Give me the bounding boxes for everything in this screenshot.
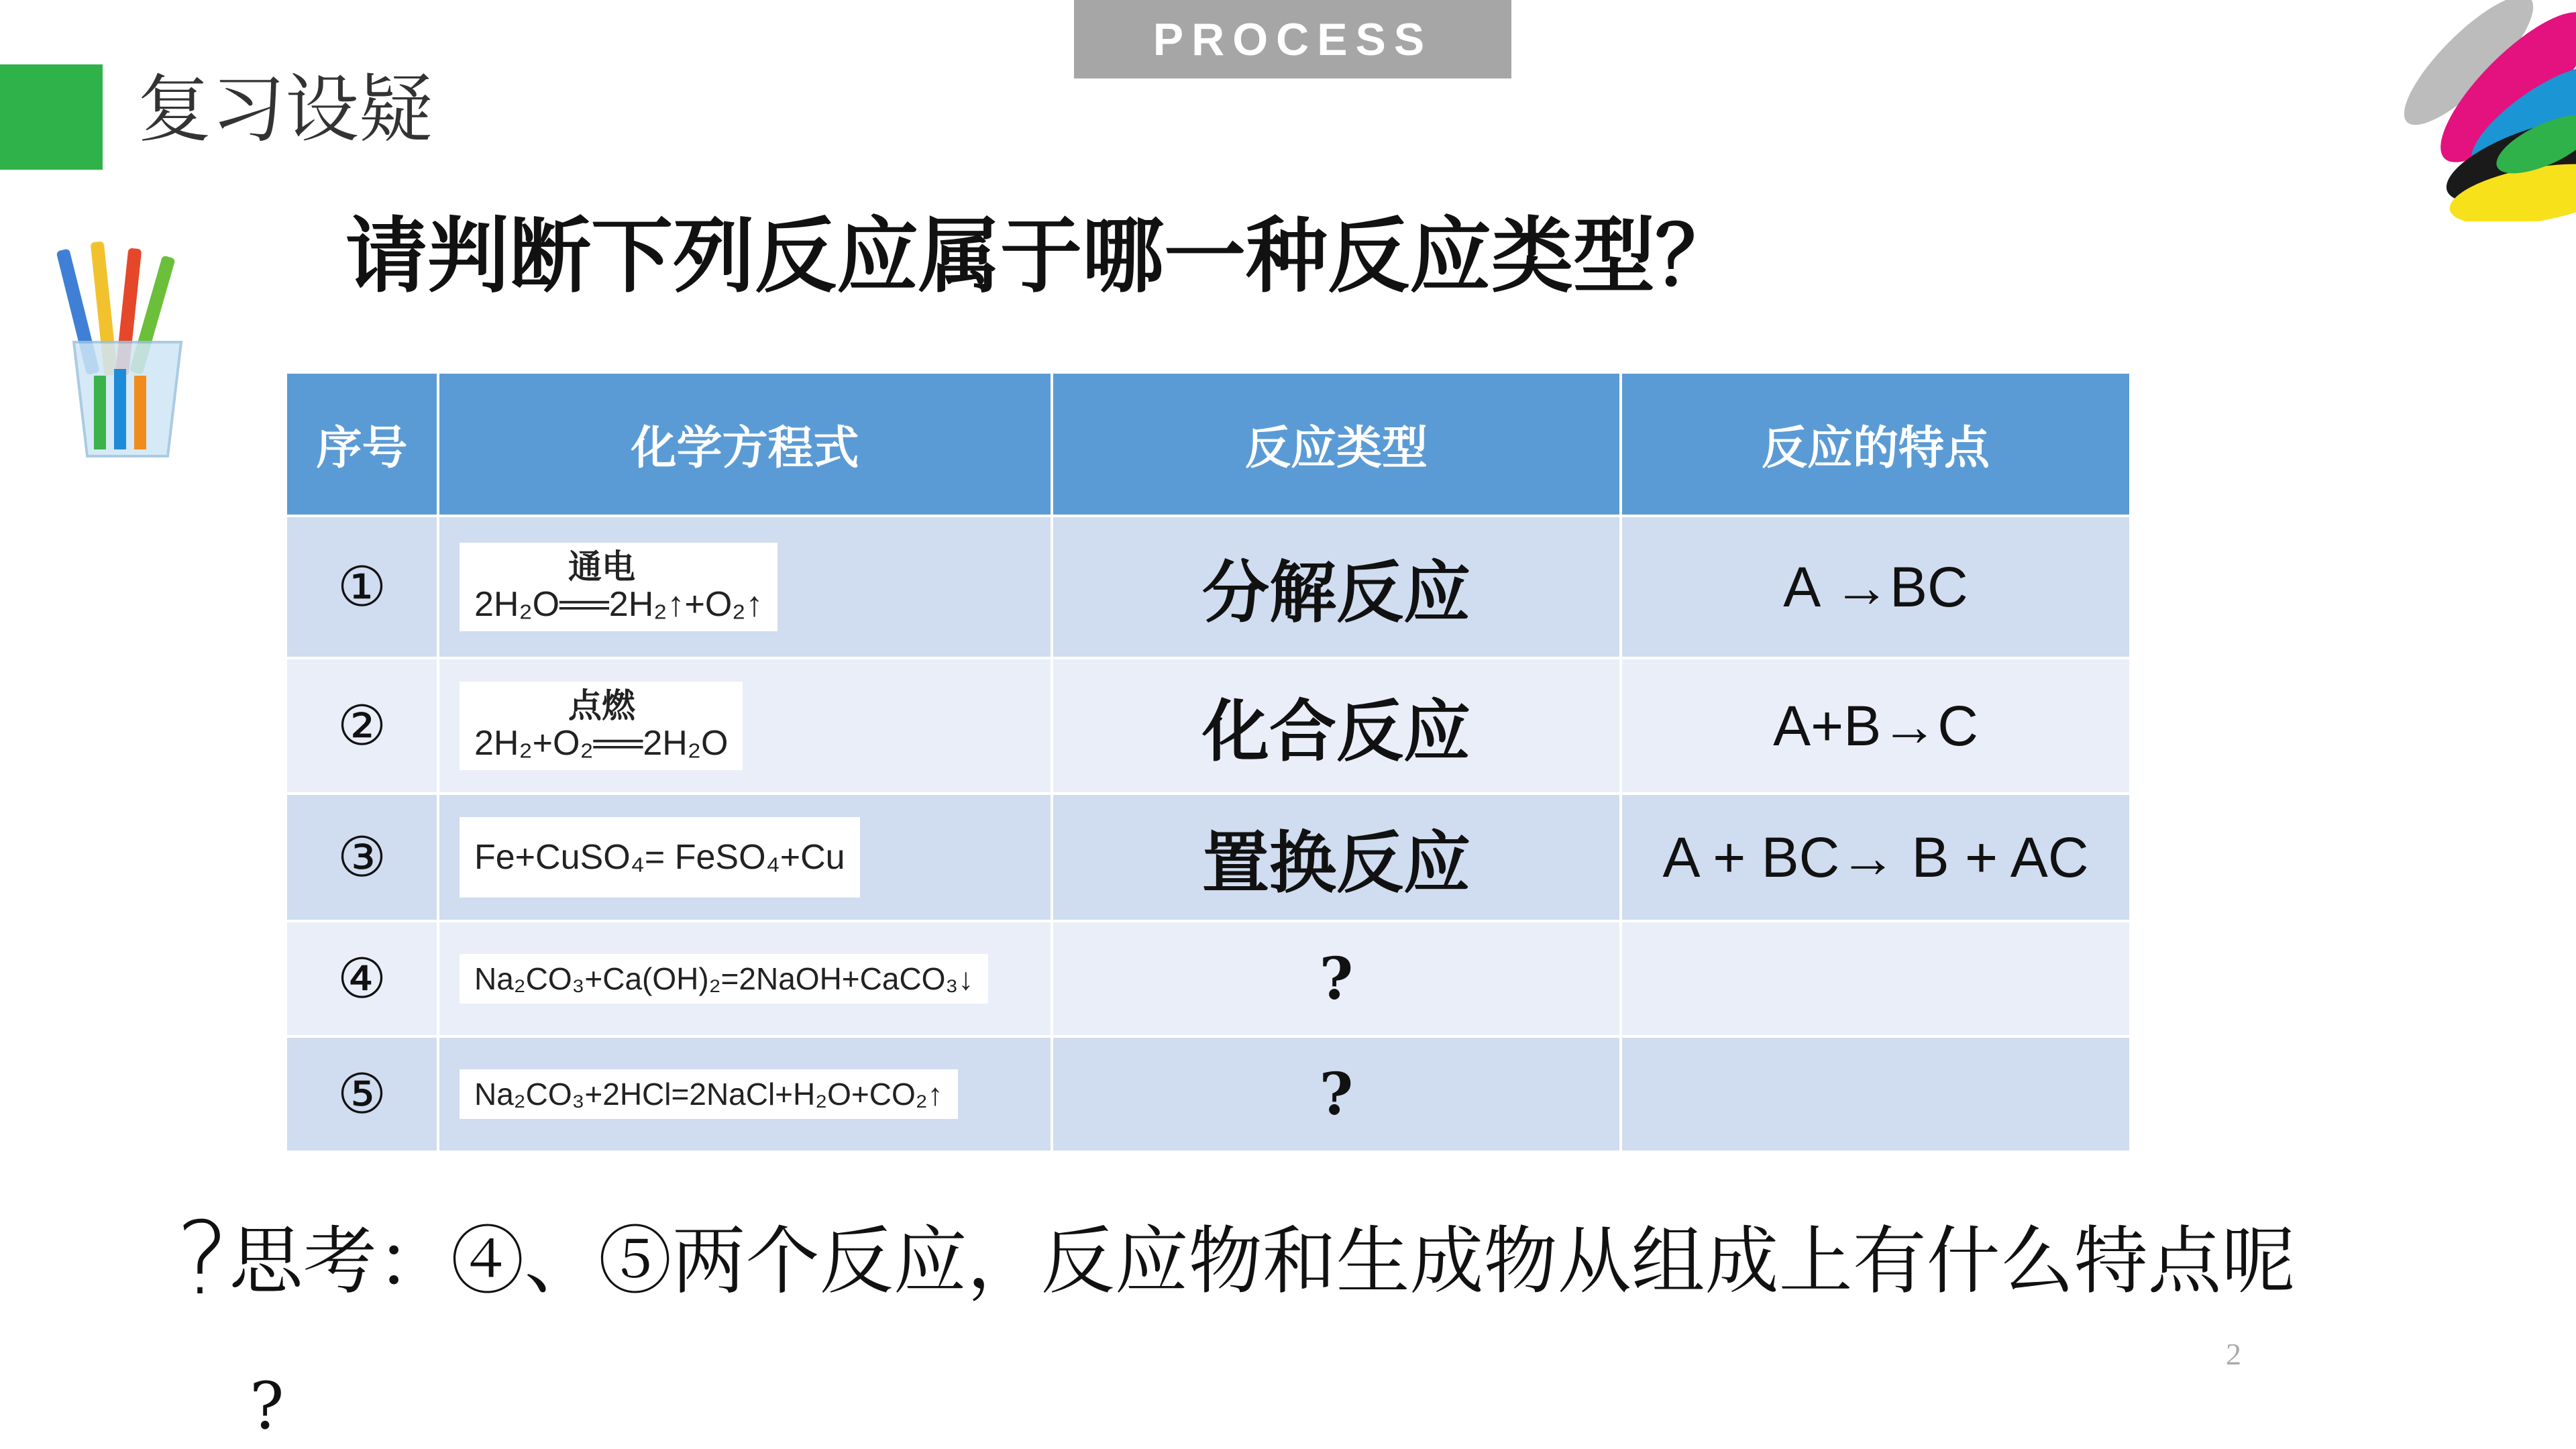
reaction-type: 化合反应: [1052, 658, 1621, 794]
think-question-end: ?: [250, 1368, 284, 1444]
header-equation: 化学方程式: [438, 372, 1052, 516]
reaction-feature: A →BC: [1621, 516, 2131, 658]
header-type: 反应类型: [1052, 372, 1621, 516]
reaction-type: 置换反应: [1052, 794, 1621, 921]
row-number: ③: [286, 794, 438, 921]
equation-box: [460, 682, 743, 771]
row-number: ②: [286, 658, 438, 794]
equation-text: Na₂CO₃+2HCl=2NaCl+H₂O+CO₂↑: [474, 1077, 943, 1112]
reaction-feature: [1621, 921, 2131, 1036]
section-marker: [0, 64, 103, 170]
reaction-condition: 通电: [568, 547, 635, 586]
pencil-cup-icon: [47, 241, 208, 463]
row-number: ④: [286, 921, 438, 1036]
question-title: 请判断下列反应属于哪一种反应类型？: [345, 207, 1737, 304]
equation-text: 2H₂O══2H₂↑+O₂↑: [474, 585, 763, 625]
reaction-type: ?: [1052, 1036, 1621, 1152]
equation-box: [460, 817, 860, 898]
table-row: [286, 794, 2131, 921]
table-row: [286, 1036, 2131, 1152]
table-header-row: [286, 372, 2131, 516]
question-mark-icon: ?: [176, 1201, 229, 1318]
reaction-feature: A + BC→ B + AC: [1621, 794, 2131, 921]
reaction-feature: [1621, 1036, 2131, 1152]
equation-box: [460, 1069, 958, 1119]
page-number: 2: [2226, 1337, 2241, 1371]
think-text: 思考：④、⑤两个反应，反应物和生成物从组成上有什么特点呢: [229, 1218, 2296, 1304]
table-row: [286, 921, 2131, 1036]
equation-box: [460, 954, 988, 1004]
row-number: ①: [286, 516, 438, 658]
reaction-condition: 点燃: [568, 686, 635, 724]
reaction-table: [284, 371, 2132, 1153]
section-title: 复习设疑: [138, 66, 433, 152]
equation-text: Na₂CO₃+Ca(OH)₂=2NaOH+CaCO₃↓: [474, 961, 974, 996]
table-row: [286, 516, 2131, 658]
row-number: ⑤: [286, 1036, 438, 1152]
reaction-feature: A+B→C: [1621, 658, 2131, 794]
header-number: 序号: [286, 372, 438, 516]
equation-box: [460, 543, 777, 632]
reaction-type: ?: [1052, 921, 1621, 1036]
header-feature: 反应的特点: [1621, 372, 2131, 516]
table-row: [286, 658, 2131, 794]
equation-text: Fe+CuSO₄= FeSO₄+Cu: [474, 838, 845, 877]
process-tab: PROCESS: [1074, 0, 1511, 78]
equation-text: 2H₂+O₂══2H₂O: [474, 724, 729, 763]
reaction-type: 分解反应: [1052, 516, 1621, 658]
think-question: [176, 1201, 2296, 1318]
color-stripes-logo: [2375, 0, 2576, 221]
